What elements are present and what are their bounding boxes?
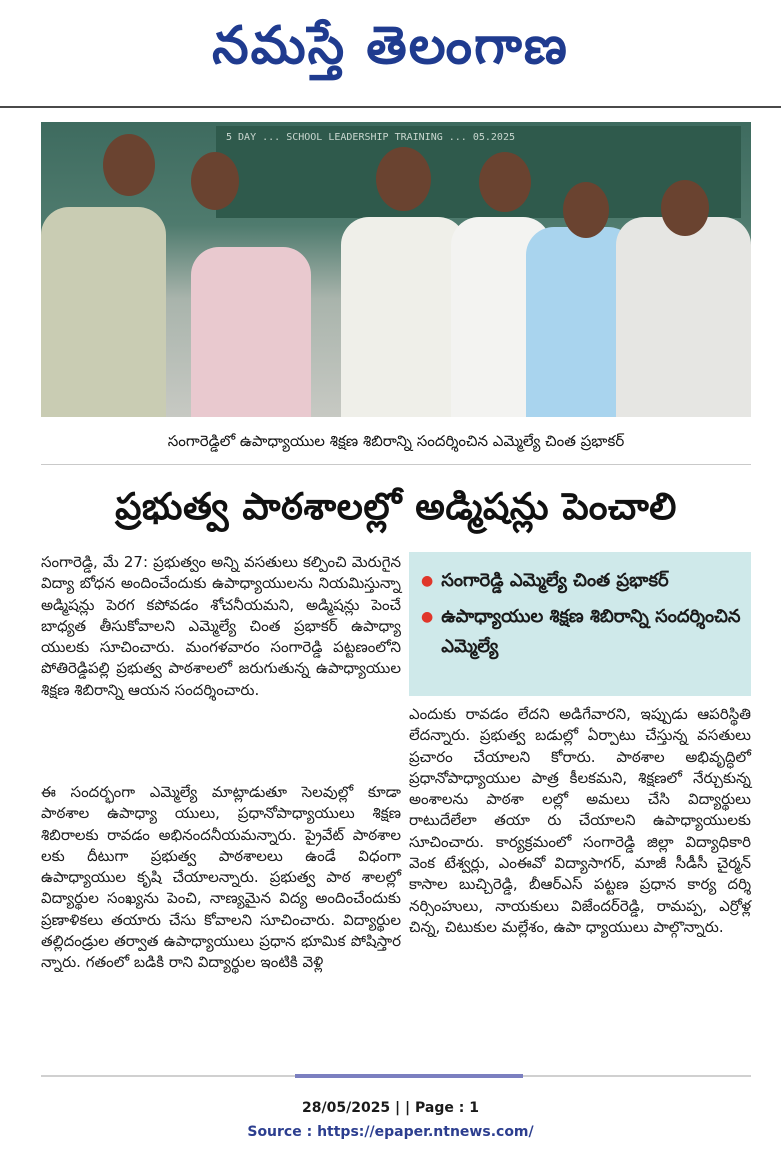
article-column-left	[41, 552, 401, 782]
bullet-icon: ●	[421, 573, 434, 589]
highlight-text: ఉపాధ్యాయుల శిక్షణ శిబిరాన్ని సందర్శించిన ఎమ్మెల్యే	[441, 606, 741, 657]
person-head	[376, 147, 431, 211]
masthead-rule	[0, 106, 781, 108]
person-figure	[191, 247, 311, 417]
photo-caption: సంగారెడ్డిలో ఉపాధ్యాయుల శిక్షణ శిబిరాన్ని సందర్శించిన ఎమ్మెల్యే చింత ప్రభాకర్	[41, 418, 751, 465]
headline: ప్రభుత్వ పాఠశాలల్లో అడ్మిషన్లు పెంచాలి	[115, 485, 677, 528]
person-head	[661, 180, 709, 236]
person-head	[191, 152, 239, 210]
bullet-icon: ●	[421, 609, 434, 625]
chalkboard-text: 5 DAY ... SCHOOL LEADERSHIP TRAINING ... 05.2025	[226, 132, 515, 143]
person-head	[103, 134, 155, 196]
article-column-left-continued	[41, 782, 401, 1002]
masthead	[0, 0, 781, 108]
highlight-item	[421, 566, 741, 596]
news-photo	[41, 122, 751, 417]
article-paragraph: సంగారెడ్డి, మే 27: ప్రభుత్వం అన్ని వసతులు కల్పించి మెరుగైన విద్యా బోధన అందించేందుకు ఉపాధ్యాయులను నియమిస్తున్నా అడ్మిషన్లు పెరగ కపోవడం శోచనీయమని, అడ్మిషన్లు పెంచే బాధ్యత తీసుకోవాలని ఎమ్మెల్యే చింత ప్రభాకర్ ఉపాధ్యా యులకు సూచించారు. మంగళవారం సంగారెడ్డి పట్టణంలోని పోతిరెడ్డిపల్లి ప్రభుత్వ పాఠశాలలో జరుగుతున్న ఉపాధ్యాయుల శిక్షణ శిబిరాన్ని ఆయన సందర్శించారు.	[41, 553, 401, 699]
article-paragraph: ఈ సందర్భంగా ఎమ్మెల్యే మాట్లాడుతూ సెలవుల్లో కూడా పాఠశాల ఉపాధ్యా యులు, ప్రధానోపాధ్యాయులు శిక్షణ శిబిరాలకు రావడం అభినందనీయమన్నారు. ప్రైవేట్ పాఠశాల లకు దీటుగా ప్రభుత్వ పాఠశాలలు ఉండే విధంగా ఉపాధ్యాయుల కృషి చేయాలన్నారు. ప్రభుత్వ పాఠ శాలల్లో విద్యార్థుల సంఖ్యను పెంచి, నాణ్యమైన విద్య అందించేందుకు ప్రణాళికలు తయారు చేసు కోవాలని సూచించారు. విద్యార్థుల తల్లిదండ్రుల తర్వాత ఉపాధ్యాయులు ప్రధాన భూమిక పోషిస్తార న్నారు. గతంలో బడికి రాని విద్యార్థుల ఇంటికి వెళ్లి	[41, 783, 401, 972]
highlight-text: సంగారెడ్డి ఎమ్మెల్యే చింత ప్రభాకర్	[441, 570, 669, 591]
person-head	[479, 152, 531, 212]
person-figure	[341, 217, 466, 417]
footer-source-link[interactable]: Source : https://epaper.ntnews.com/	[247, 1124, 534, 1140]
person-figure	[616, 217, 751, 417]
person-figure	[41, 207, 166, 417]
article-paragraph: ఎందుకు రావడం లేదని అడిగేవారని, ఇప్పుడు ఆపరిస్థితి లేదన్నారు. ప్రభుత్వ బడుల్లో ఏర్పాటు చేస్తున్న వసతులు ప్రచారం చేయాలని కోరారు. పాఠశాల అభివృద్ధిలో ప్రధానోపాధ్యాయుల పాత్ర కీలకమని, శిక్షణలో నేర్చుకున్న అంశాలను పాఠశా లల్లో అమలు చేసి విద్యార్థులు రాటుదేలేలా తయా రు చేయాలని ఉపాధ్యాయులకు సూచించారు. కార్యక్రమంలో సంగారెడ్డి జిల్లా విద్యాధికారి వెంక టేశ్వర్లు, ఎంఈవో విద్యాసాగర్, మాజీ సీడీసీ చైర్మన్ కాసాల బుచ్చిరెడ్డి, బీఆర్ఎస్ పట్టణ ప్రధాన కార్య దర్శి నర్సింహులు, నాయకులు విజేందర్‌రెడ్డి, రామప్ప, ఎర్రోళ్ల చిన్న, చిటుకుల మల్లేశం, ఉపా ధ్యాయులు పాల్గొన్నారు.	[409, 705, 751, 936]
highlight-item	[421, 602, 741, 662]
footer-date-page: 28/05/2025 | | Page : 1	[302, 1100, 479, 1116]
person-head	[563, 182, 609, 238]
newspaper-logo: నమస్తే తెలంగాణ	[212, 16, 569, 76]
highlight-box	[409, 552, 751, 696]
footer-divider-accent	[295, 1074, 523, 1078]
article-column-right	[409, 704, 751, 1004]
